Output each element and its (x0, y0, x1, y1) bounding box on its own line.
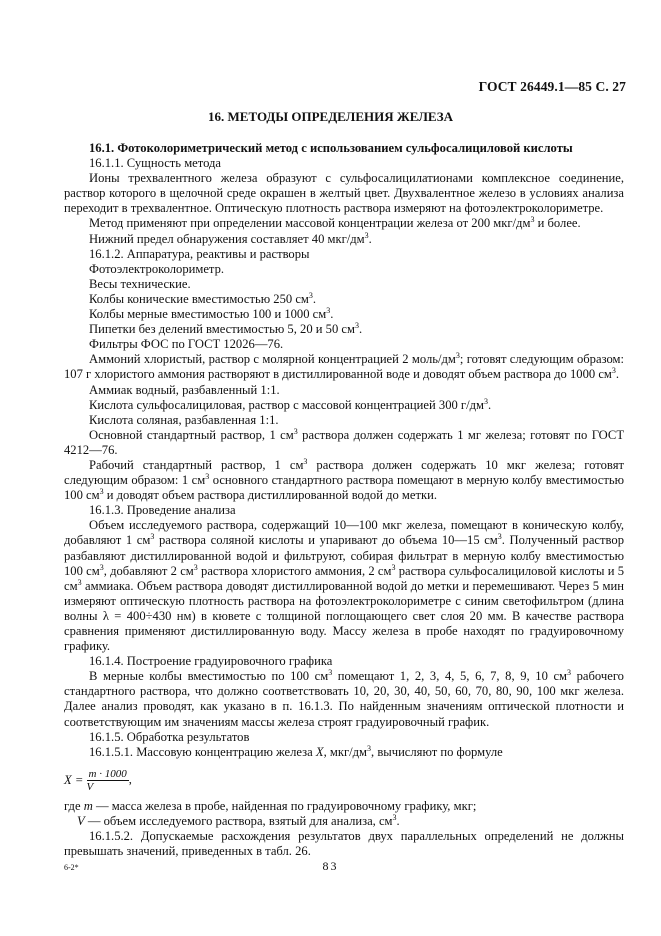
item-photocolorimeter: Фотоэлектроколориметр. (89, 261, 225, 276)
text: ; готовят следующим образом: 107 г хлористого аммония растворяют в дистиллированной воде и доводят объем раствора до 1000 см (64, 352, 624, 382)
superscript: 3 (193, 562, 198, 572)
superscript: 3 (205, 471, 210, 481)
text: раствора соляной кислоты и упаривают до объема 10—15 см (154, 533, 498, 548)
text: раствора должен содержать 1 мг железа; готовят по ГОСТ 4212—76. (64, 427, 625, 457)
clause-16-1-2-heading: 16.1.2. Аппаратура, реактивы и растворы (89, 246, 310, 261)
superscript: 3 (611, 366, 616, 376)
item-pipettes (64, 322, 624, 337)
text: , мкг/дм (323, 744, 368, 759)
text: и более. (534, 216, 581, 231)
formula-numerator: m · 1000 (88, 767, 127, 780)
text: , вычисляют по формуле (371, 744, 503, 759)
subsection-heading: 16.1. Фотоколориметрический метод с использованием сульфосалициловой кислоты (89, 141, 573, 155)
formula-concentration (64, 768, 624, 794)
item-filters: Фильтры ФОС по ГОСТ 12026—76. (89, 337, 284, 352)
superscript: 3 (530, 215, 535, 225)
running-header: ГОСТ 26449.1—85 С. 27 (478, 79, 626, 94)
clause-16-1-3-heading: 16.1.3. Проведение анализа (89, 503, 236, 518)
text: , добавляют 2 см (103, 563, 194, 578)
text: Кислота сульфосалициловая, раствор с массовой концентрацией 300 г/дм (89, 397, 484, 412)
paragraph-method-essence: Ионы трехвалентного железа образуют с сульфосалицилатионами комплексное соединение, раствор которого в щелочной среде окрашен в желтый цвет. Двухвалентное железо в условиях анализа переходит в трехвалентное. Оптическую плотность раствора измеряют на фотоэлектроколориметре. (64, 171, 624, 216)
superscript: 3 (391, 562, 396, 572)
item-basic-standard-solution (64, 428, 624, 458)
text: Основной стандартный раствор, 1 см (89, 427, 294, 442)
variable-m: m (83, 798, 93, 813)
section-title: 16. МЕТОДЫ ОПРЕДЕЛЕНИЯ ЖЕЛЕЗА (208, 109, 453, 124)
text: Рабочий стандартный раствор, 1 см (89, 457, 304, 472)
superscript: 3 (303, 456, 308, 466)
superscript: 3 (293, 426, 298, 436)
text: и доводят объем раствора дистиллированной водой до метки. (103, 488, 438, 503)
text: помещают 1, 2, 3, 4, 5, 6, 7, 8, 9, 10 см (332, 669, 568, 684)
text: рабочего стандартного раствора, что должно соответствовать 10, 20, 30, 40, 50, 60, 70, 80, 90, 100 мкг железа. Далее анализ проводят, как указано в п. 16.1.3. По найденным значениям оптической плотности и соответствующим им значениям массы железа строят градуировочный график. (64, 669, 624, 729)
text: аммиака. Объем раствора доводят дистиллированной водой до метки и перемешивают. Через 5 мин измеряют оптическую плотность раствора на фотоэлектроколориметре с синим светофильтром (длина волны λ = 400÷430 нм) в кювете с толщиной поглощающего свет слоя 20 мм. В качестве раствора сравнения применяют дистиллированную воду. Массу железа в пробе находят по градуировочному графику. (64, 578, 624, 654)
where-v-definition (64, 814, 624, 829)
text: — объем исследуемого раствора, взятый для анализа, см (84, 813, 393, 828)
superscript: 3 (326, 305, 331, 315)
superscript: 3 (367, 743, 372, 753)
document-body (64, 141, 624, 859)
clause-16-1-4-heading: 16.1.4. Построение градуировочного графика (89, 654, 333, 669)
superscript: 3 (308, 290, 313, 300)
page-number: 83 (322, 859, 339, 873)
superscript: 3 (567, 668, 572, 678)
text: . (312, 291, 317, 306)
text: раствора сульфосалициловой кислоты и 5 см (64, 563, 624, 593)
text: Колбы мерные вместимостью 100 и 1000 см (89, 307, 327, 322)
superscript: 3 (392, 812, 397, 822)
clause-16-1-5-1 (64, 745, 624, 760)
paragraph-method-range (64, 216, 624, 231)
text: . (368, 231, 372, 246)
text: . Полученный раствор разбавляют дистиллированной водой и фильтруют, собирая фильтрат в мерную колбу вместимостью 100 см (64, 533, 624, 578)
paragraph-calibration (64, 669, 624, 729)
where-m-definition (64, 799, 624, 814)
text: Колбы конические вместимостью 250 см (89, 291, 309, 306)
text: . (396, 813, 400, 828)
text: Нижний предел обнаружения составляет 40 мкг/дм (89, 231, 365, 246)
text: . (358, 322, 363, 337)
text: Пипетки без делений вместимостью 5, 20 и 50 см (89, 322, 355, 337)
superscript: 3 (364, 230, 369, 240)
item-scales: Весы технические. (89, 276, 191, 291)
clause-16-1-5-heading: 16.1.5. Обработка результатов (89, 729, 250, 744)
paragraph-analysis-procedure (64, 518, 624, 654)
superscript: 3 (99, 562, 104, 572)
text: Аммоний хлористый, раствор с молярной концентрацией 2 моль/дм (89, 352, 456, 367)
printer-signature: 6-2* (64, 863, 79, 872)
superscript: 3 (455, 351, 460, 361)
text: . (487, 397, 492, 412)
item-hydrochloric-acid: Кислота соляная, разбавленная 1:1. (89, 412, 279, 427)
text: — масса железа в пробе, найденная по градуировочному графику, мкг; (92, 798, 477, 813)
text: раствора должен содержать 10 мкг железа; готовят следующим образом: 1 см (64, 457, 624, 488)
superscript: 3 (99, 486, 104, 496)
superscript: 3 (497, 532, 502, 542)
formula-trailing-comma: , (128, 772, 132, 787)
clause-16-1-1-heading: 16.1.1. Сущность метода (89, 156, 222, 171)
text: В мерные колбы вместимостью по 100 см (89, 669, 329, 684)
superscript: 3 (77, 577, 82, 587)
variable-x: X (315, 744, 324, 759)
superscript: 3 (483, 396, 488, 406)
formula-lhs: X = (64, 772, 84, 787)
paragraph-detection-limit (64, 232, 624, 247)
item-ammonium-chloride (64, 352, 624, 382)
item-sulfosalicylic-acid (64, 398, 624, 413)
text: основного стандартного раствора помещают в мерную колбу вместимостью 100 см (64, 473, 624, 503)
text: . (615, 367, 620, 382)
superscript: 3 (328, 668, 333, 678)
formula-fraction (87, 768, 129, 793)
item-conical-flasks (64, 292, 624, 307)
text: раствора хлористого аммония, 2 см (197, 563, 392, 578)
item-working-standard-solution (64, 458, 624, 503)
text: где (64, 798, 84, 813)
text: . (330, 307, 334, 322)
text: 16.1.5.1. Массовую концентрацию железа (89, 744, 316, 759)
item-ammonia: Аммиак водный, разбавленный 1:1. (89, 382, 280, 397)
variable-v: V (77, 813, 85, 828)
superscript: 3 (354, 320, 359, 330)
formula-denominator: V (86, 780, 94, 793)
superscript: 3 (150, 532, 155, 542)
text: Объем исследуемого раствора, содержащий 10—100 мкг железа, помещают в коническую колбу, добавляют 1 см (64, 518, 624, 548)
item-volumetric-flasks (64, 307, 624, 322)
clause-16-1-5-2: 16.1.5.2. Допускаемые расхождения результатов двух параллельных определений не должны превышать значений, приведенных в табл. 26. (64, 829, 624, 859)
text: Метод применяют при определении массовой концентрации железа от 200 мкг/дм (89, 216, 531, 231)
